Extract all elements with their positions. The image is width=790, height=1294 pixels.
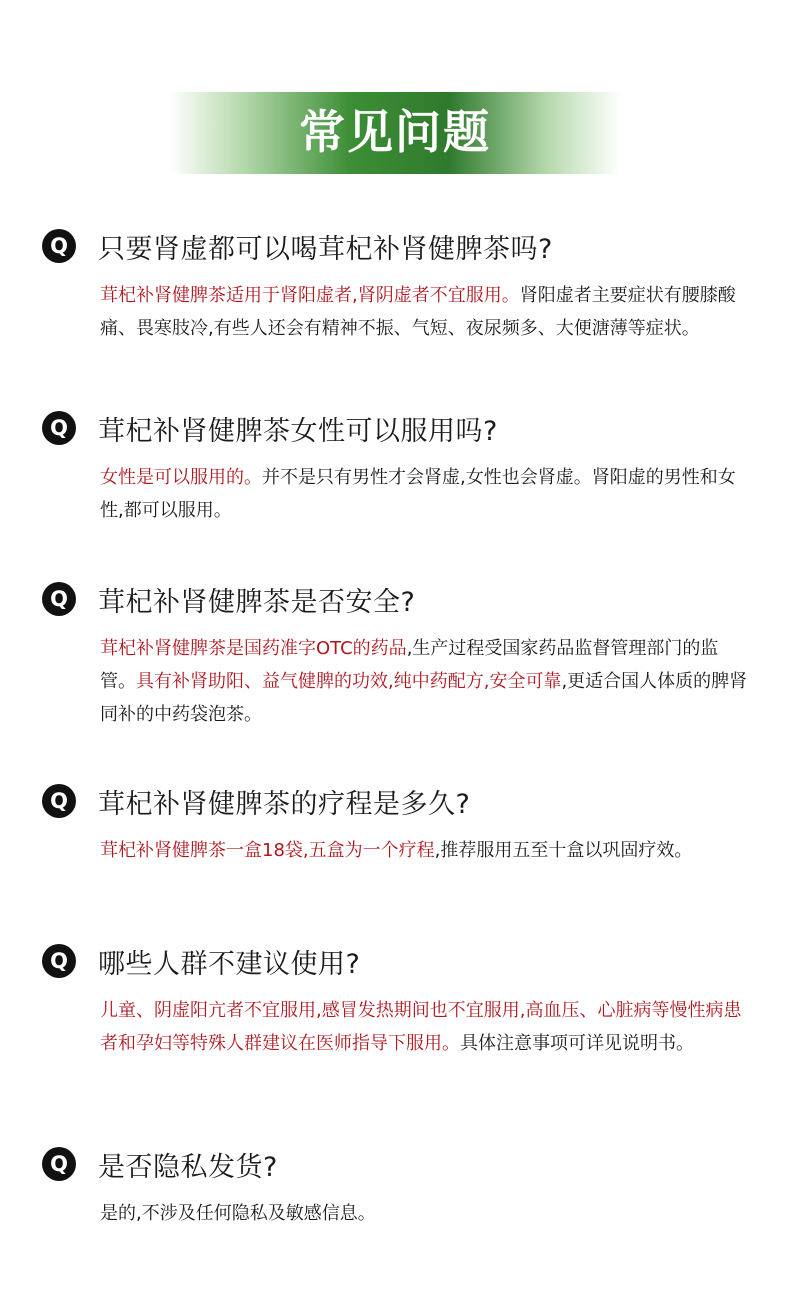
faq-question: 只要肾虚都可以喝茸杞补肾健脾茶吗? [98,233,553,265]
faq-item [42,1143,754,1230]
answer-text: ,生产过程受国家药品监督管理部门的监管。 [100,638,719,692]
faq-item [42,578,754,731]
faq-question: 是否隐私发货? [98,1151,278,1183]
answer-highlight: 儿童、阴虚阳亢者不宜服用,感冒发热期间也不宜服用,高血压、心脏病等慢性病患者和孕妇等特殊人群建议在医师指导下服用。 [100,1000,742,1054]
section-title-banner [170,92,620,174]
q-badge-icon: Q [42,582,76,616]
answer-highlight: 茸杞补肾健脾茶适用于肾阳虚者,肾阴虚者不宜服用。 [100,285,520,306]
faq-item [42,780,754,867]
answer-highlight: 茸杞补肾健脾茶是国药准字OTC的药品 [100,638,407,659]
answer-text: 是的,不涉及任何隐私及敏感信息。 [100,1203,376,1224]
faq-item [42,940,754,1060]
faq-question-row [42,407,754,449]
faq-question: 茸杞补肾健脾茶女性可以服用吗? [98,415,498,447]
faq-question: 茸杞补肾健脾茶的疗程是多久? [98,788,471,820]
answer-highlight: 女性是可以服用的。 [100,467,262,488]
answer-text: ,更适合国人体质的脾肾同补的中药袋泡茶。 [100,671,748,725]
faq-answer [100,1197,750,1230]
faq-answer [100,632,750,731]
faq-item [42,225,754,345]
answer-highlight: 茸杞补肾健脾茶一盒18袋,五盒为一个疗程 [100,840,435,861]
faq-answer [100,994,750,1060]
faq-answer [100,834,750,867]
section-title: 常见问题 [299,105,491,159]
answer-text: 具体注意事项可详见说明书。 [460,1033,694,1054]
q-badge-icon: Q [42,229,76,263]
answer-text: ,推荐服用五至十盒以巩固疗效。 [434,840,693,861]
faq-answer [100,461,750,527]
faq-question-row [42,225,754,267]
answer-highlight: 具有补肾助阳、益气健脾的功效,纯中药配方,安全可靠 [136,671,562,692]
faq-answer [100,279,750,345]
answer-text: 并不是只有男性才会肾虚,女性也会肾虚。肾阳虚的男性和女性,都可以服用。 [100,467,736,521]
answer-text: 肾阳虚者主要症状有腰膝酸痛、畏寒肢冷,有些人还会有精神不振、气短、夜尿频多、大便溏薄等症状。 [100,285,736,339]
q-badge-icon: Q [42,1147,76,1181]
faq-question-row [42,780,754,822]
q-badge-icon: Q [42,411,76,445]
faq-question-row [42,940,754,982]
q-badge-icon: Q [42,784,76,818]
faq-question-row [42,1143,754,1185]
faq-question: 茸杞补肾健脾茶是否安全? [98,586,416,618]
faq-question: 哪些人群不建议使用? [98,948,361,980]
q-badge-icon: Q [42,944,76,978]
faq-question-row [42,578,754,620]
faq-item [42,407,754,527]
